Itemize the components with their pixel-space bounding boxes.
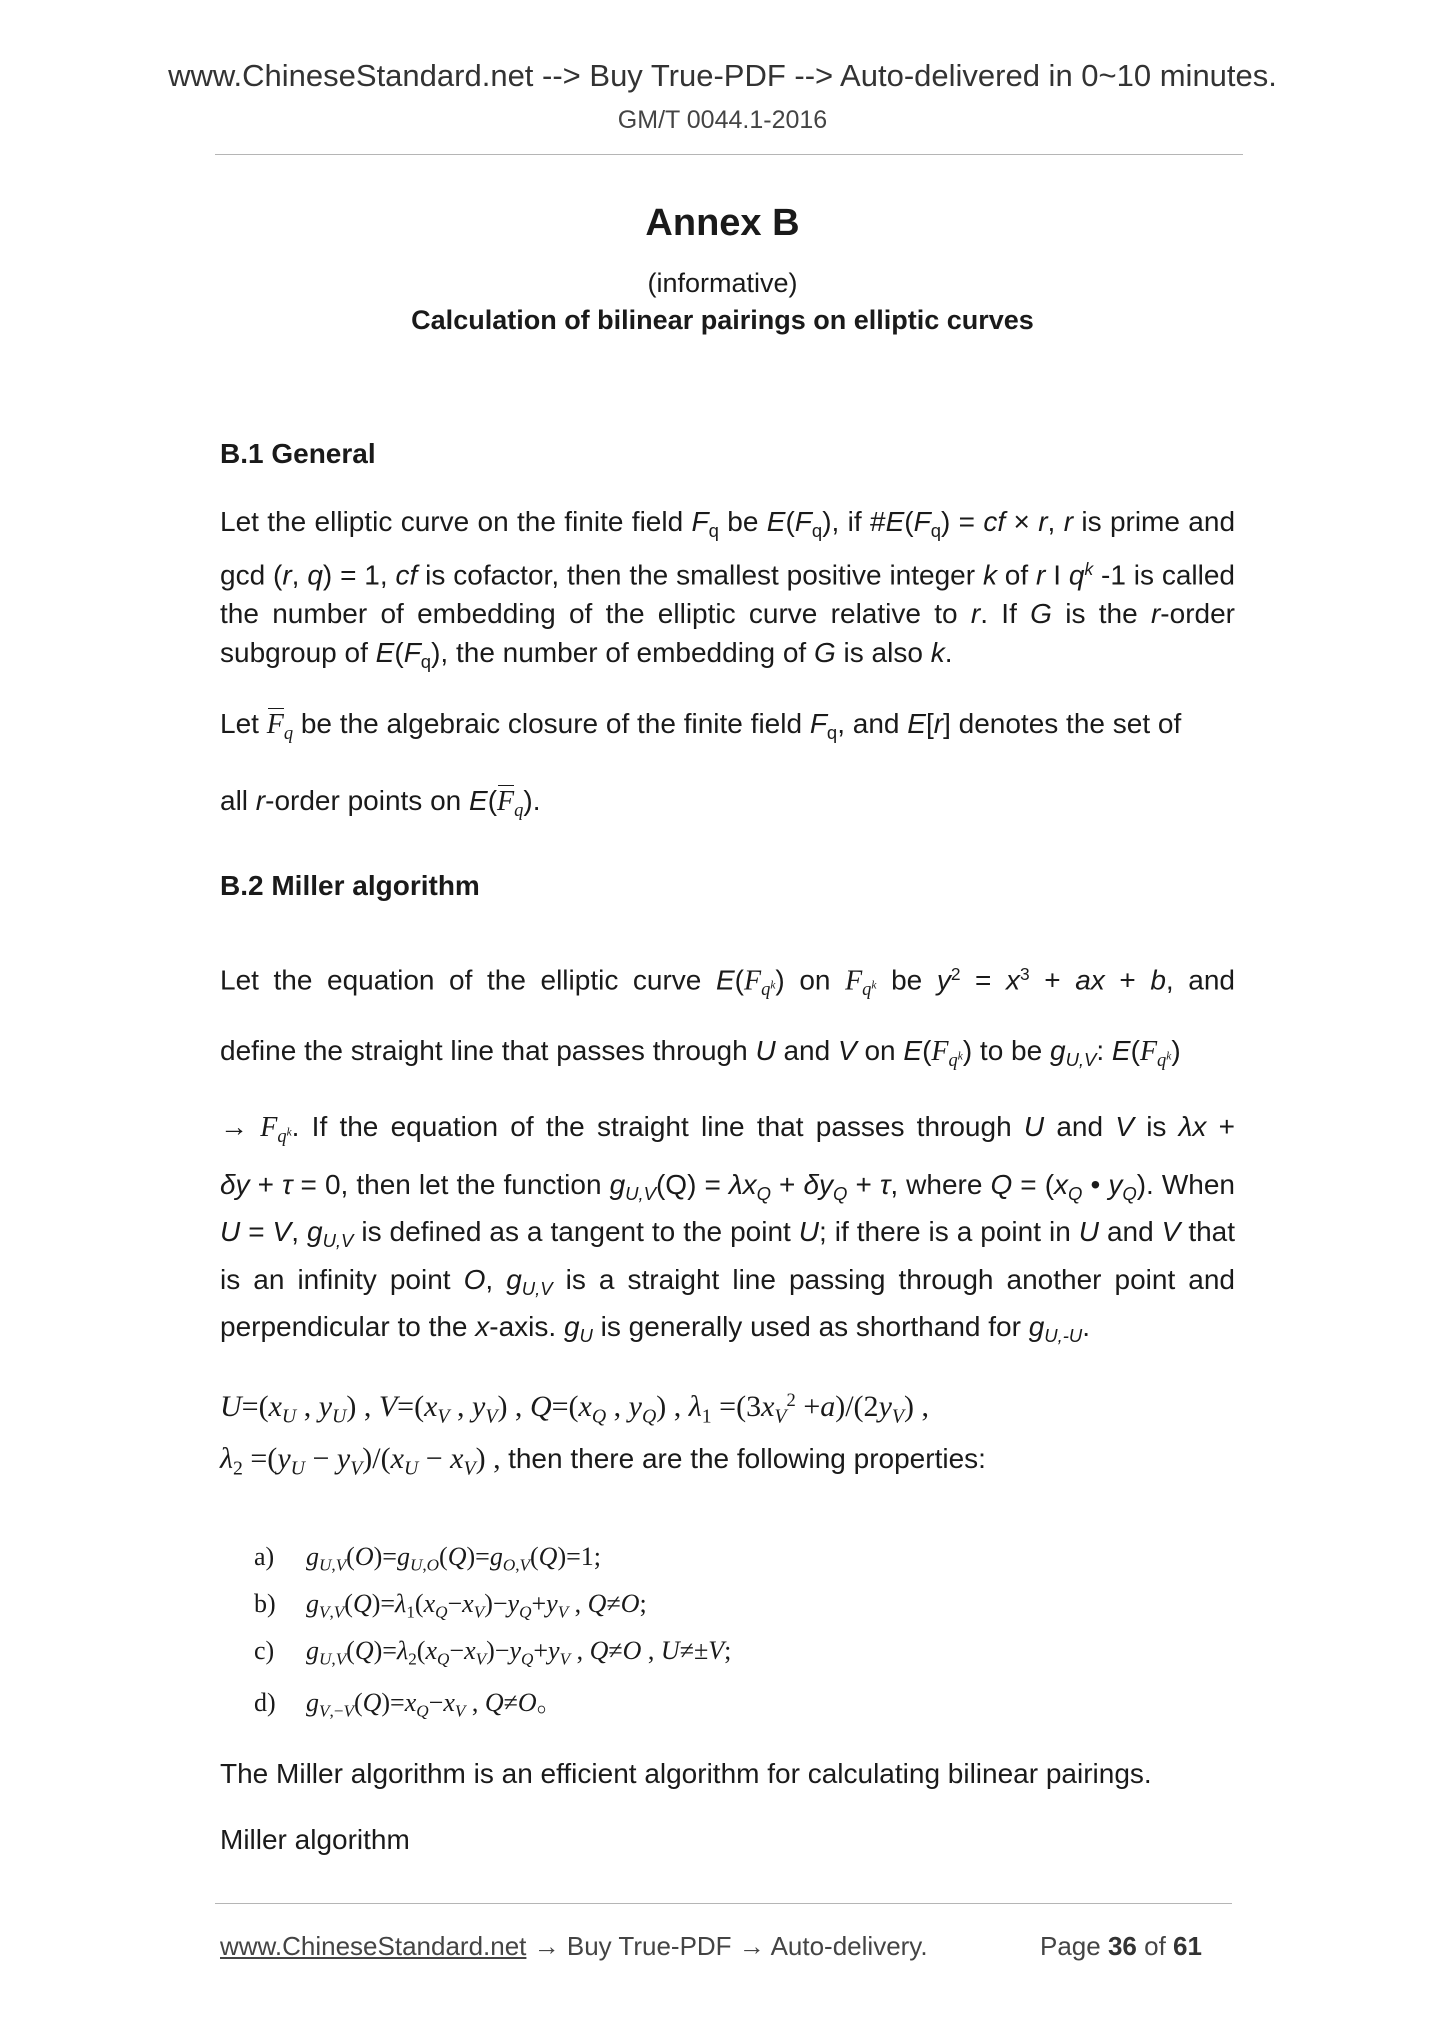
formula-definitions-line2: $\lambda_2 =(y_U - y_V)/(x_U - x_V)$ , then there are the following properties:	[220, 1442, 986, 1480]
page-indicator	[1040, 1931, 1202, 1962]
annex-subtitle: Calculation of bilinear pairings on elliptic curves	[411, 305, 1034, 335]
paragraph-b2-line3: → $F_{q^k}$. If the equation of the straight line that passes through U and V is λx +	[220, 1111, 1235, 1146]
footer-divider	[215, 1903, 1232, 1904]
paragraph-closure-line2: all r-order points on $E(F_q)$.	[220, 785, 541, 820]
page-total: 61	[1173, 1931, 1202, 1961]
paragraph-b2-rest: δy + τ = 0, then let the function $g_{U,V}(Q) = \lambda x_Q + \delta y_Q + \tau$, where $Q = (x_Q$ • $y_Q$). When U = V, $g_{U,V}$ is defined as a tangent to the point U; if there is a point in U and V that is an infinity point O, $g_{U,V}$ is a straight line passing through another point and perpendicular to the x-axis. $g_U$ is generally used as shorthand for $g_{U,-U}$.	[220, 1169, 1236, 1347]
page-number: 36	[1107, 1931, 1137, 1961]
property-item-b: b) $g_{V,V}(Q)=\lambda_1(x_Q-x_V)-y_Q+y_V$ , Q≠O;	[254, 1589, 647, 1622]
footer-tagline: → Buy True-PDF → Auto-delivery.	[526, 1931, 928, 1961]
property-item-d: d) $g_{V,-V}(Q)=x_Q-x_V$ , Q≠O。	[254, 1688, 563, 1721]
annex-title: Annex B	[645, 202, 800, 244]
paragraph-b2-line1: Let the equation of the elliptic curve $E(F_{q^k})$ on $F_{q^k}$ be $y^2 = x^3$ + ax + b, and	[220, 964, 1236, 1000]
top-banner: www.ChineseStandard.net --> Buy True-PDF --> Auto-delivered in 0~10 minutes.	[168, 58, 1277, 93]
closing-sentence: The Miller algorithm is an efficient algorithm for calculating bilinear pairings.	[220, 1758, 1152, 1789]
header-divider	[215, 154, 1243, 155]
paragraph-b2-line2: define the straight line that passes through U and V on $E(F_{q^k})$ to be $g_{U,V}$: $E(F_{q^k})$	[220, 1035, 1181, 1070]
formula-definitions-line1: $U=(x_U$ , $y_U$) , $V=(x_V$ , $y_V$) , $Q=(x_Q$ , $y_Q$) , $\lambda_1 =(3x_V^2 +a)/(2y_V)$ ,	[220, 1390, 929, 1428]
footer-left	[220, 1931, 928, 1962]
document-id: GM/T 0044.1-2016	[617, 106, 828, 134]
property-item-a: a) $g_{U,V}(O)=g_{U,O}(Q)=g_{O,V}(Q)=1$;	[254, 1542, 601, 1575]
paragraph-b1-general: Let the elliptic curve on the finite field $F_q$ be $E(F_q)$, if $\#E(F_q)$ = cf × r, r is prime and gcd (r, q) = 1, cf is cofactor, then the smallest positive integer k of r I $q^k$ -1 is called the number of embedding of the elliptic curve relative to r. If G is the r-order subgroup of $E(F_q)$, the number of embedding of G is also k.	[220, 506, 1236, 672]
miller-algorithm-label: Miller algorithm	[220, 1824, 410, 1855]
of-word: of	[1144, 1931, 1166, 1961]
footer-site-link[interactable]: www.ChineseStandard.net	[220, 1931, 527, 1961]
section-heading-b1: B.1 General	[220, 438, 376, 469]
page-word: Page	[1040, 1931, 1101, 1961]
section-heading-b2: B.2 Miller algorithm	[220, 870, 480, 901]
property-item-c: c) $g_{U,V}(Q)=\lambda_2(x_Q-x_V)-y_Q+y_V$ , Q≠O , U≠±V;	[254, 1636, 732, 1669]
paragraph-closure-line1: Let $F_q$ be the algebraic closure of the finite field $F_q$, and E[r] denotes the set of	[220, 708, 1182, 743]
annex-type: (informative)	[647, 268, 798, 298]
